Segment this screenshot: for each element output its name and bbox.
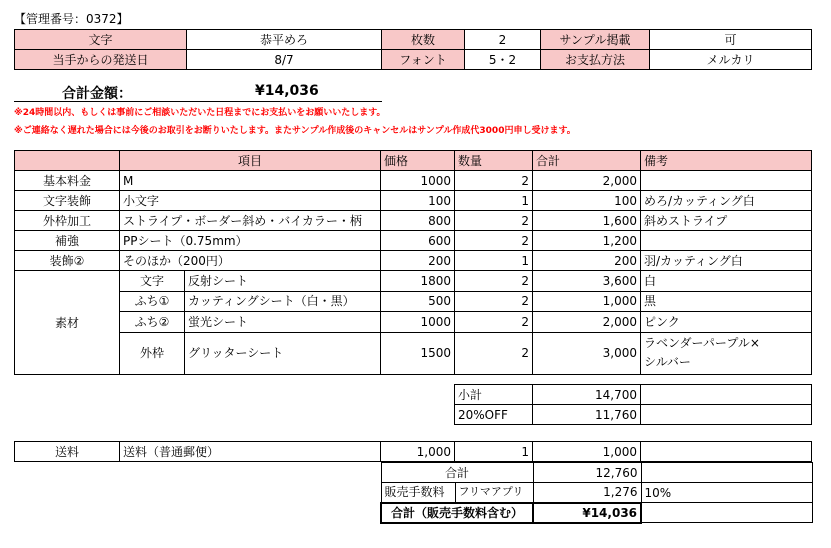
info-label-font: フォント xyxy=(382,50,465,70)
header-blank xyxy=(15,151,120,171)
row-note: 白 xyxy=(641,271,812,292)
row-qty: 1 xyxy=(455,191,533,211)
table-row xyxy=(15,291,812,312)
fee-app: フリマアプリ xyxy=(455,483,533,503)
grand-row xyxy=(381,503,812,523)
row-category: 文字装飾 xyxy=(15,191,120,211)
info-value-count: 2 xyxy=(465,30,541,50)
shipping-category: 送料 xyxy=(15,442,120,462)
row-sum: 100 xyxy=(533,191,641,211)
material-sub: 文字 xyxy=(120,271,185,292)
subtotal-value: 14,700 xyxy=(533,385,641,405)
fee-row xyxy=(381,483,812,503)
subtotal-note xyxy=(641,385,812,405)
items-table xyxy=(14,150,812,375)
subtotal-row xyxy=(455,385,812,405)
table-row xyxy=(15,251,812,271)
row-category: 装飾② xyxy=(15,251,120,271)
row-qty: 2 xyxy=(455,291,533,312)
row-note: めろ/カッティング白 xyxy=(641,191,812,211)
header-price: 価格 xyxy=(381,151,455,171)
info-label-payment: お支払方法 xyxy=(541,50,650,70)
header-sum: 合計 xyxy=(533,151,641,171)
info-value-font: 5・2 xyxy=(465,50,541,70)
row-qty: 2 xyxy=(455,231,533,251)
table-row xyxy=(15,211,812,231)
row-sum: 1,000 xyxy=(533,291,641,312)
table-row xyxy=(15,171,812,191)
row-price: 800 xyxy=(381,211,455,231)
row-category: 外枠加工 xyxy=(15,211,120,231)
total-amount-value: ¥14,036 xyxy=(255,83,319,99)
row-item: 小文字 xyxy=(120,191,381,211)
info-label-ship-date: 当手からの発送日 xyxy=(15,50,187,70)
info-label-count: 枚数 xyxy=(382,30,465,50)
grand-note xyxy=(641,503,812,523)
row-qty: 2 xyxy=(455,171,533,191)
row-price: 1500 xyxy=(381,332,455,374)
row-price: 1000 xyxy=(381,312,455,333)
material-category: 素材 xyxy=(15,271,120,375)
header-note: 備考 xyxy=(641,151,812,171)
info-value-sample: 可 xyxy=(650,30,812,50)
fee-label: 販売手数料 xyxy=(381,483,455,503)
material-item: カッティングシート（白・黒） xyxy=(185,291,381,312)
grand-value: ¥14,036 xyxy=(533,503,641,523)
discount-row xyxy=(455,405,812,425)
material-item: 蛍光シート xyxy=(185,312,381,333)
info-value-name: 恭平めろ xyxy=(187,30,382,50)
row-price: 1000 xyxy=(381,171,455,191)
info-table xyxy=(14,29,812,70)
info-value-ship-date: 8/7 xyxy=(187,50,382,70)
shipping-price: 1,000 xyxy=(381,442,455,462)
row-note xyxy=(641,231,812,251)
total-underline xyxy=(14,101,382,102)
total-amount-label: 合計金額： xyxy=(62,86,132,102)
row-note: 斜めストライプ xyxy=(641,211,812,231)
info-value-payment: メルカリ xyxy=(650,50,812,70)
row-qty: 2 xyxy=(455,332,533,374)
fee-note: 10% xyxy=(641,483,812,503)
row-price: 200 xyxy=(381,251,455,271)
shipping-item: 送料（普通郵便） xyxy=(120,442,381,462)
row-qty: 2 xyxy=(455,312,533,333)
material-sub: ふち② xyxy=(120,312,185,333)
items-header xyxy=(15,151,812,171)
total2-row xyxy=(381,463,812,483)
row-category: 基本料金 xyxy=(15,171,120,191)
final-table xyxy=(380,462,813,524)
row-sum: 3,000 xyxy=(533,332,641,374)
row-qty: 1 xyxy=(455,251,533,271)
info-label-sample: サンプル掲載 xyxy=(541,30,650,50)
note-line: シルバー xyxy=(644,355,691,370)
row-qty: 2 xyxy=(455,271,533,292)
row-sum: 1,200 xyxy=(533,231,641,251)
header-qty: 数量 xyxy=(455,151,533,171)
row-sum: 3,600 xyxy=(533,271,641,292)
shipping-row xyxy=(15,442,812,462)
row-sum: 2,000 xyxy=(533,312,641,333)
row-item: そのほか（200円） xyxy=(120,251,381,271)
table-row xyxy=(15,332,812,374)
grand-label: 合計（販売手数料含む） xyxy=(381,503,533,523)
material-item: グリッターシート xyxy=(185,332,381,374)
row-note: 羽/カッティング白 xyxy=(641,251,812,271)
row-item: ストライプ・ボーダー斜め・バイカラー・柄 xyxy=(120,211,381,231)
shipping-table xyxy=(14,441,812,462)
row-item: M xyxy=(120,171,381,191)
fee-value: 1,276 xyxy=(533,483,641,503)
row-note xyxy=(641,332,812,374)
material-item: 反射シート xyxy=(185,271,381,292)
total2-label: 合計 xyxy=(381,463,533,483)
discount-value: 11,760 xyxy=(533,405,641,425)
header-item: 項目 xyxy=(120,151,381,171)
row-price: 500 xyxy=(381,291,455,312)
row-note: 黒 xyxy=(641,291,812,312)
table-row xyxy=(15,231,812,251)
info-label-text: 文字 xyxy=(15,30,187,50)
shipping-sum: 1,000 xyxy=(533,442,641,462)
row-category: 補強 xyxy=(15,231,120,251)
table-row xyxy=(15,312,812,333)
row-price: 100 xyxy=(381,191,455,211)
table-row xyxy=(15,271,812,292)
row-sum: 1,600 xyxy=(533,211,641,231)
info-row xyxy=(15,30,812,50)
discount-label: 20%OFF xyxy=(455,405,533,425)
material-sub: 外枠 xyxy=(120,332,185,374)
row-price: 1800 xyxy=(381,271,455,292)
material-sub: ふち① xyxy=(120,291,185,312)
shipping-note xyxy=(641,442,812,462)
shipping-qty: 1 xyxy=(455,442,533,462)
row-qty: 2 xyxy=(455,211,533,231)
row-note: ピンク xyxy=(641,312,812,333)
note-line: ラベンダーパープル× xyxy=(644,336,760,351)
row-item: PPシート（0.75mm） xyxy=(120,231,381,251)
cancel-note: ※ご連絡なく遅れた場合には今後のお取引をお断りいたします。またサンプル作成後のキャンセルはサンプル作成代3000円申し受けます。 xyxy=(14,126,576,136)
table-row xyxy=(15,191,812,211)
row-price: 600 xyxy=(381,231,455,251)
total2-note xyxy=(641,463,812,483)
discount-note xyxy=(641,405,812,425)
row-sum: 200 xyxy=(533,251,641,271)
total2-value: 12,760 xyxy=(533,463,641,483)
payment-note: ※24時間以内、もしくは事前にご相談いただいた日程までにお支払いをお願いいたします。 xyxy=(14,108,386,118)
row-sum: 2,000 xyxy=(533,171,641,191)
management-number: 【管理番号：0372】 xyxy=(14,12,129,26)
info-row xyxy=(15,50,812,70)
row-note xyxy=(641,171,812,191)
subtotal-table xyxy=(454,384,812,425)
subtotal-label: 小計 xyxy=(455,385,533,405)
